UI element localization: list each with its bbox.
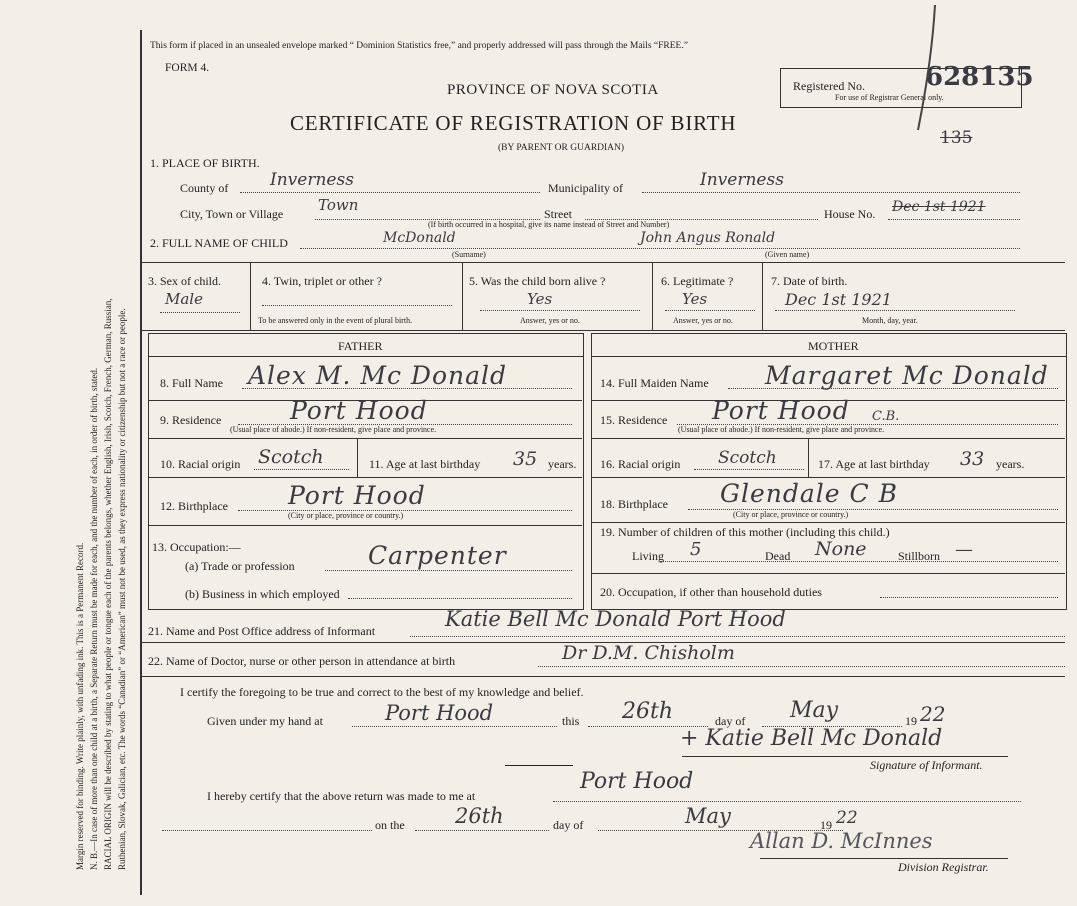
father-business-line [348, 598, 572, 599]
registrar-year-prefix: 19 [820, 818, 832, 832]
mother-residence-suffix: C.B. [872, 409, 900, 424]
form-number: FORM 4. [165, 62, 210, 74]
twin-note: To be answered only in the event of plural birth. [258, 316, 413, 325]
given-place-line [352, 726, 557, 727]
father-racial-line [254, 469, 349, 470]
father-business-label: (b) Business in which employed [185, 587, 340, 601]
father-racial-divider [357, 438, 358, 477]
twin-line [262, 305, 452, 306]
father-residence-label: 9. Residence [160, 413, 222, 427]
father-abode-note: (Usual place of abode.) If non-resident, give place and province. [230, 425, 437, 434]
registrar-day-line [415, 830, 549, 831]
registrar-signature: Allan D. McInnes [750, 829, 933, 853]
side-number: 135 [940, 128, 973, 148]
mother-row-rule-2 [591, 438, 1065, 439]
doctor-value: Dr D.M. Chisholm [562, 642, 735, 664]
municipality-label: Municipality of [548, 181, 623, 195]
alive-line [480, 310, 640, 311]
mother-heading-rule [591, 356, 1067, 357]
mother-living-value: 5 [690, 539, 702, 560]
child-surname-value: McDonald [383, 230, 456, 246]
child-given-value: John Angus Ronald [640, 230, 776, 246]
given-place-value: Port Hood [385, 701, 494, 725]
mother-residence-label: 15. Residence [600, 413, 668, 427]
registered-number-value: 628135 [925, 62, 1034, 92]
father-trade-label: (a) Trade or profession [185, 559, 295, 573]
registrar-year-value: 22 [836, 808, 858, 828]
municipality-value: Inverness [700, 170, 784, 190]
father-residence-value: Port Hood [290, 396, 428, 425]
surname-caption: (Surname) [452, 250, 486, 259]
alive-value: Yes [527, 290, 553, 308]
province-heading: PROVINCE OF NOVA SCOTIA [447, 82, 659, 98]
hospital-note: (If birth occurred in a hospital, give its name instead of Street and Number) [428, 220, 670, 229]
details-divider-1 [250, 262, 251, 330]
ink-stroke [900, 0, 960, 140]
mother-row-rule-5 [591, 573, 1065, 574]
child-name-label: 2. FULL NAME OF CHILD [150, 236, 288, 250]
mother-residence-value: Port Hood [712, 396, 850, 425]
father-row-rule-2 [148, 438, 582, 439]
mother-birthplace-value: Glendale C B [720, 479, 898, 508]
house-value: Dec 1st 1921 [892, 199, 986, 215]
given-under-label: Given under my hand at [207, 714, 323, 728]
father-heading: FATHER [338, 339, 383, 353]
mother-name-label: 14. Full Maiden Name [600, 376, 709, 390]
margin-note-multiple-births: N. B.—In case of more than one child at a birth, a Separate Return must be made for each, and the number of each, in order of birth, stated. [89, 367, 99, 870]
mother-heading: MOTHER [808, 339, 859, 353]
margin-note-racial-origin: RACIAL ORIGIN will be described by stating to what people or tongue each of the parents belongs, whether English, Irish, Scotch, French, German, Russian, [103, 298, 113, 870]
father-age-label: 11. Age at last birthday [369, 457, 481, 471]
date-of-birth-label: 7. Date of birth. [771, 274, 848, 288]
father-name-value: Alex M. Mc Donald [248, 361, 508, 390]
given-name-caption: (Given name) [765, 250, 810, 259]
details-bottom-rule [140, 330, 1065, 331]
father-row-rule-3 [148, 477, 582, 478]
street-label: Street [544, 207, 572, 221]
mother-birthplace-label: 18. Birthplace [600, 497, 668, 511]
sex-line [160, 312, 240, 313]
registrar-on-label: on the [375, 818, 405, 832]
father-age-value: 35 [513, 448, 538, 470]
mother-racial-divider [808, 438, 809, 477]
place-of-birth-label: 1. PLACE OF BIRTH. [150, 156, 260, 170]
registrar-use-note: For use of Registrar General only. [835, 93, 944, 102]
father-birthplace-label: 12. Birthplace [160, 499, 228, 513]
father-row-rule-4 [148, 525, 582, 526]
house-line [888, 219, 1020, 220]
mail-notice: This form if placed in an unsealed envelope marked “ Dominion Statistics free,” and properly addressed will pass through the Mails “FREE.” [150, 41, 688, 51]
details-divider-2 [462, 262, 463, 330]
certify-statement: I certify the foregoing to be true and correct to the best of my knowledge and belief. [180, 685, 584, 699]
father-racial-label: 10. Racial origin [160, 457, 241, 471]
mother-occupation-label: 20. Occupation, if other than household duties [600, 585, 822, 599]
alive-caption: Answer, yes or no. [520, 316, 580, 325]
mother-racial-value: Scotch [718, 448, 777, 468]
mother-age-label: 17. Age at last birthday [818, 457, 930, 471]
father-birthplace-note: (City or place, province or country.) [288, 511, 404, 520]
registrar-month-value: May [685, 804, 731, 828]
given-month-value: May [790, 698, 839, 723]
informant-label: 21. Name and Post Office address of Informant [148, 624, 376, 638]
mother-living-label: Living [632, 549, 664, 563]
mother-years-label: years. [996, 457, 1025, 471]
legitimate-caption: Answer, yes or no. [673, 316, 733, 325]
sex-value: Male [165, 290, 203, 308]
informant-value: Katie Bell Mc Donald Port Hood [445, 607, 786, 631]
doctor-label: 22. Name of Doctor, nurse or other person in attendance at birth [148, 654, 456, 668]
mother-dead-value: None [815, 538, 867, 560]
informant-signature: + Katie Bell Mc Donald [680, 726, 943, 751]
date-of-birth-value: Dec 1st 1921 [785, 290, 892, 309]
given-day-value: 26th [622, 699, 674, 724]
margin-note-racial-origin-cont: Ruthenian, Slovak, Galician, etc. The words “Canadian” or “American” must not be used, as they express nationality or citizenship but not a race or people. [117, 308, 127, 870]
given-this-label: this [562, 714, 580, 728]
city-value: Town [318, 196, 359, 214]
certificate-title: CERTIFICATE OF REGISTRATION OF BIRTH [290, 111, 737, 135]
father-racial-value: Scotch [258, 446, 324, 468]
mother-birthplace-note: (City or place, province or country.) [733, 510, 849, 519]
child-name-line [300, 248, 1020, 249]
registrar-signature-line [760, 858, 1008, 859]
mother-racial-label: 16. Racial origin [600, 457, 681, 471]
registrar-day-value: 26th [455, 804, 504, 828]
registrar-signature-caption: Division Registrar. [898, 860, 989, 874]
alive-label: 5. Was the child born alive ? [469, 274, 606, 288]
doctor-rule [140, 676, 1065, 677]
mother-age-value: 33 [960, 448, 985, 470]
mother-stillborn-value: — [955, 539, 973, 560]
mother-name-value: Margaret Mc Donald [765, 361, 1049, 390]
city-label: City, Town or Village [180, 207, 284, 221]
county-line [240, 192, 540, 193]
margin-notes [0, 0, 145, 906]
mother-dead-label: Dead [765, 549, 791, 563]
given-year-prefix: 19 [905, 714, 917, 728]
mother-occupation-line [880, 597, 1058, 598]
registrar-place-value: Port Hood [580, 769, 694, 794]
mother-row-rule-4 [591, 522, 1065, 523]
father-name-label: 8. Full Name [160, 376, 223, 390]
father-trade-value: Carpenter [368, 541, 507, 570]
informant-line [410, 636, 1065, 637]
details-divider-4 [762, 262, 763, 330]
house-label: House No. [824, 207, 876, 221]
legitimate-line [665, 310, 755, 311]
mother-stillborn-label: Stillborn [898, 549, 941, 563]
legitimate-label: 6. Legitimate ? [661, 274, 734, 288]
margin-note-binding: Margin reserved for binding. Write plainly, with unfading ink. This is a Permanent Record. [75, 542, 85, 870]
legitimate-value: Yes [682, 290, 708, 308]
municipality-line [642, 192, 1020, 193]
county-value: Inverness [270, 170, 354, 190]
informant-signature-line [682, 756, 1008, 757]
mother-row-rule-3 [591, 477, 1065, 478]
informant-signature-caption: Signature of Informant. [870, 758, 983, 772]
date-of-birth-caption: Month, day, year. [862, 316, 918, 325]
twin-label: 4. Twin, triplet or other ? [262, 274, 382, 288]
mother-children-label: 19. Number of children of this mother (including this child.) [600, 525, 890, 539]
registered-label: Registered No. [793, 79, 865, 93]
mother-racial-line [694, 469, 804, 470]
mother-abode-note: (Usual place of abode.) If non-resident, give place and province. [678, 425, 885, 434]
certificate-subtitle: (BY PARENT OR GUARDIAN) [498, 143, 625, 153]
date-of-birth-line [775, 310, 1015, 311]
mother-children-line [660, 561, 1058, 562]
section-separator [505, 765, 573, 766]
county-label: County of [180, 181, 229, 195]
doctor-line [538, 666, 1065, 667]
father-years-label: years. [548, 457, 577, 471]
registrar-dayof-label: day of [553, 818, 584, 832]
registrar-lead-line [162, 830, 372, 831]
father-trade-line [325, 570, 572, 571]
registrar-statement: I hereby certify that the above return was made to me at [207, 789, 476, 803]
left-border [140, 30, 142, 895]
registrar-place-line [553, 801, 1021, 802]
details-divider-3 [652, 262, 653, 330]
father-birthplace-value: Port Hood [288, 481, 426, 510]
details-top-rule [140, 262, 1065, 263]
father-heading-rule [148, 356, 584, 357]
father-occupation-label: 13. Occupation:— [152, 540, 241, 554]
given-year-value: 22 [920, 702, 946, 726]
sex-label: 3. Sex of child. [148, 274, 221, 288]
given-dayof-label: day of [715, 714, 746, 728]
